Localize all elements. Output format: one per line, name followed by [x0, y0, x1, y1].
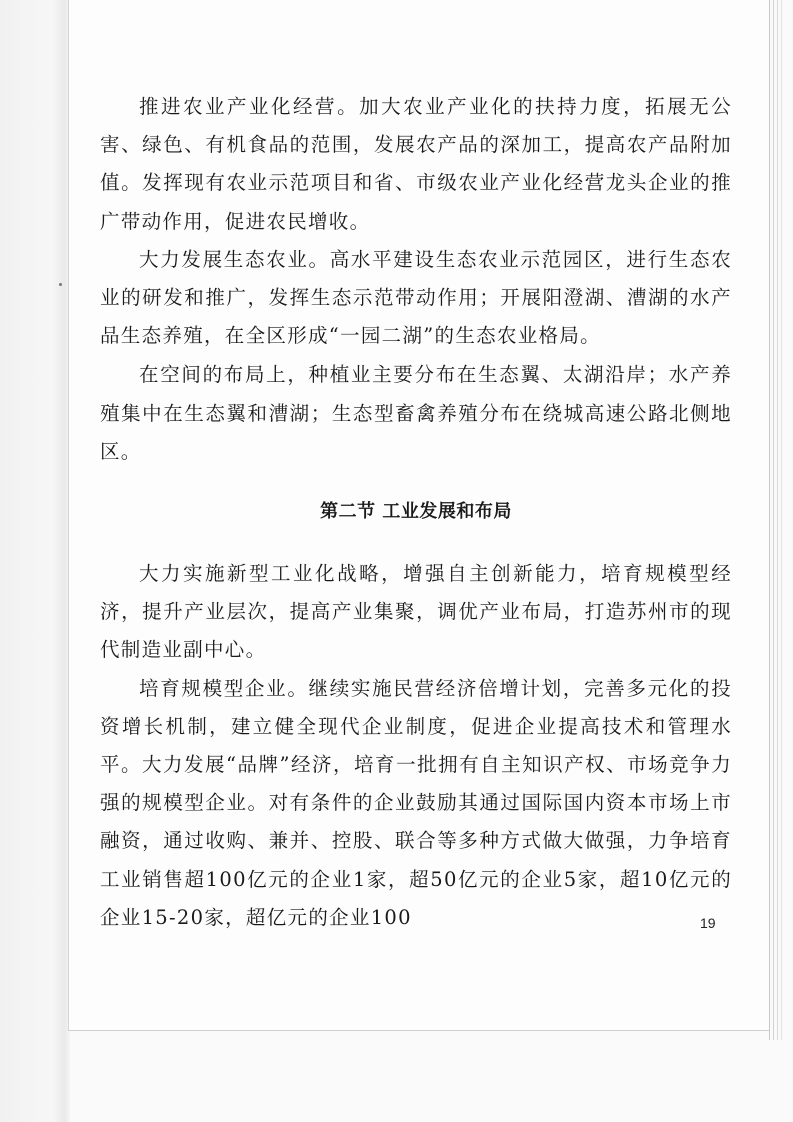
- paragraph-spatial-layout: 在空间的布局上，种植业主要分布在生态翼、太湖沿岸；水产养殖集中在生态翼和漕湖；生态型畜禽养殖分布在绕城高速公路北侧地区。: [100, 363, 732, 463]
- paragraph-industrialization-strategy: 大力实施新型工业化战略，增强自主创新能力，培育规模型经济，提升产业层次，提高产业集聚，调优产业布局，打造苏州市的现代制造业副中心。: [100, 562, 732, 662]
- page-edge: [769, 0, 770, 1040]
- paragraph-eco-agriculture: 大力发展生态农业。高水平建设生态农业示范园区，进行生态农业的研发和推广，发挥生态示范带动作用；开展阳澄湖、漕湖的水产品生态养殖，在全区形成“一园二湖”的生态农业格局。: [100, 247, 732, 348]
- page-edge: [773, 0, 774, 1040]
- page-number: 19: [700, 915, 716, 931]
- paragraph-agri-industrialization: 推进农业产业化经营。加大农业产业化的扶持力度，拓展无公害、绿色、有机食品的范围，发展农产品的深加工，提高农产品附加值。发挥现有农业示范项目和省、市级农业产业化经营龙头企业的推广带动作用，促进农民增收。: [100, 95, 732, 233]
- section-title: 第二节 工业发展和布局: [320, 501, 512, 523]
- scan-speck: [59, 283, 62, 286]
- page-body: [100, 88, 732, 937]
- page-edge: [781, 0, 782, 1040]
- paragraph-scale-enterprises: 培育规模型企业。继续实施民营经济倍增计划，完善多元化的投资增长机制，建立健全现代企业制度，促进企业提高技术和管理水平。大力发展“品牌”经济，培育一批拥有自主知识产权、市场竞争力强的规模型企业。对有条件的企业鼓励其通过国际国内资本市场上市融资，通过收购、兼并、控股、联合等多种方式做大做强，力争培育工业销售超100亿元的企业1家，超50亿元的企业5家，超10亿元的企业15-20家，超亿元的企业100: [100, 676, 732, 929]
- page-edge: [777, 0, 778, 1040]
- binding-shadow: [0, 0, 70, 1122]
